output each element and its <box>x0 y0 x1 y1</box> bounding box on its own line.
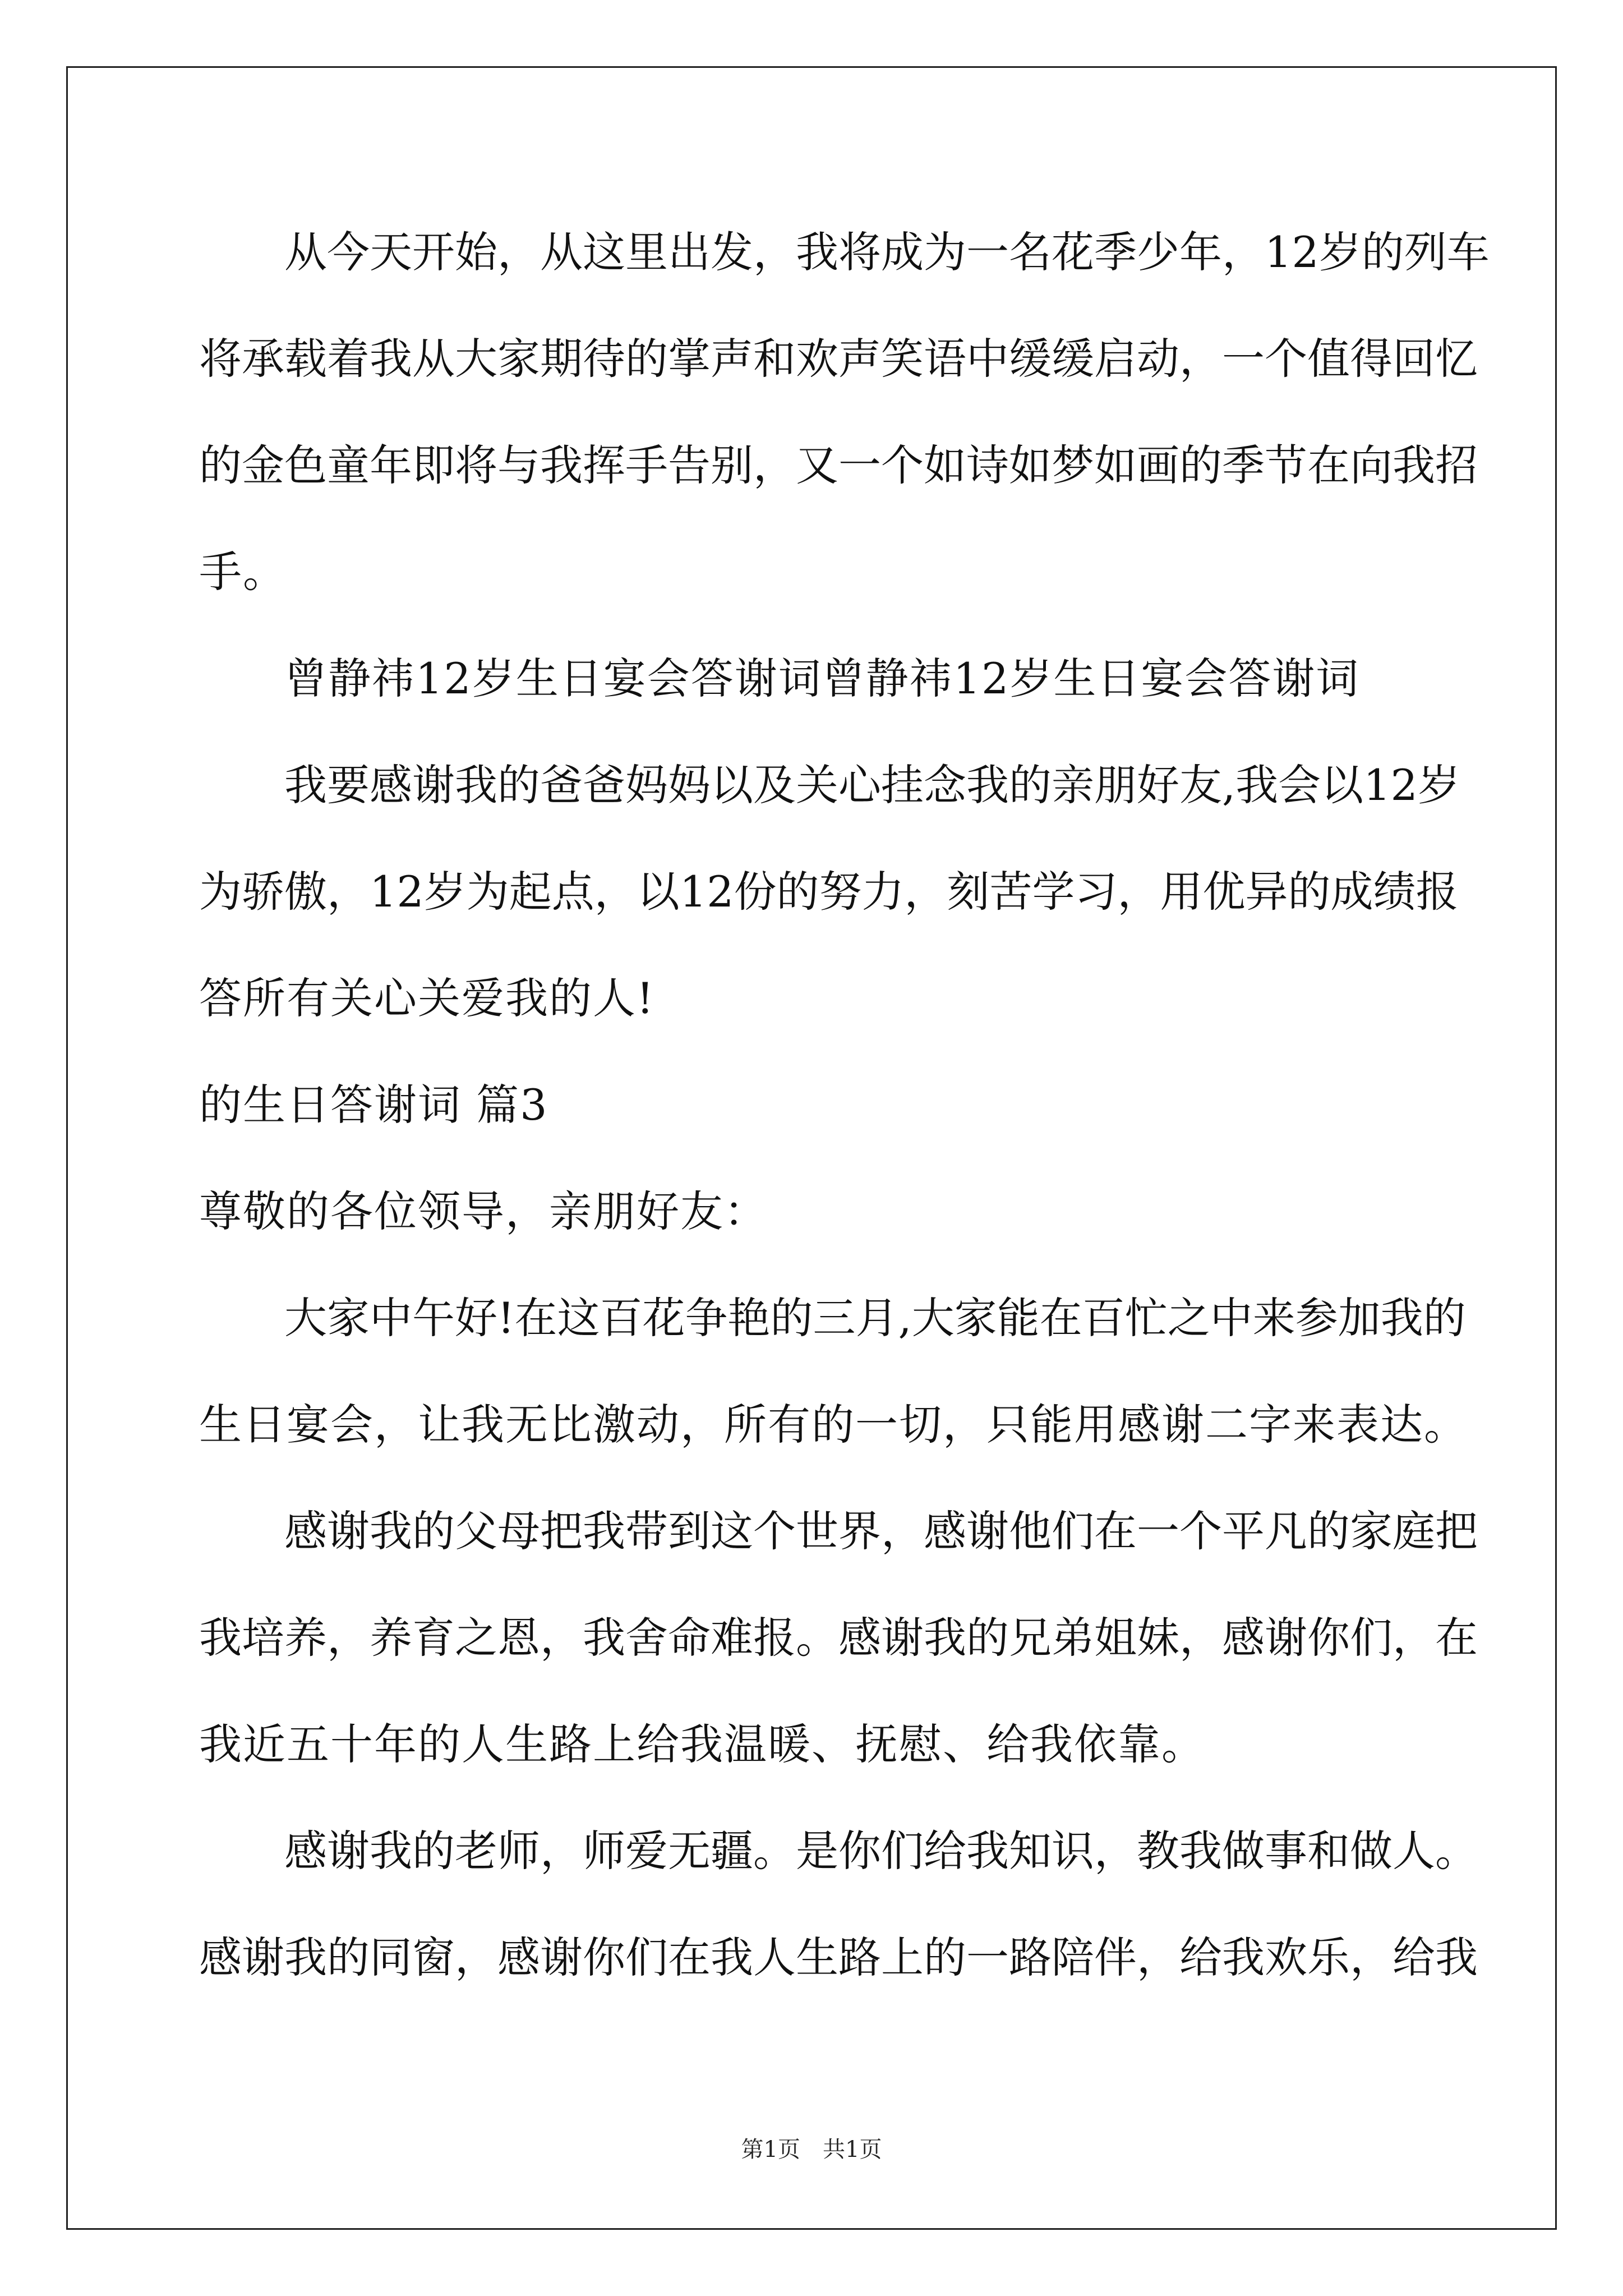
salutation: 尊敬的各位领导，亲朋好友： <box>199 1186 768 1236</box>
text-line: 感 谢 我 的 老 师 ， 师 爱 无 疆 。 是 你 们 给 我 知 识 ， 教 我 做 事 和 做 人 。 <box>284 1826 1478 1876</box>
text-line: 曾静祎12岁生日宴会答谢词曾静祎12岁生日宴会答谢词 <box>284 654 1360 703</box>
page-border <box>66 66 1557 2230</box>
text-line: 感 谢 我 的 同 窗 ， 感 谢 你 们 在 我 人 生 路 上 的 一 路 陪 伴 ， 给 我 欢 乐 ， 给 我 <box>199 1932 1478 1982</box>
text-line: 将 承 载 着 我 从 大 家 期 待 的 掌 声 和 欢 声 笑 语 中 缓 缓 启 动 ， 一 个 值 得 回 忆 <box>199 334 1478 384</box>
text-line: 为 骄 傲 ， 12 岁 为 起 点 ， 以 12 份 的 努 力 ， 刻 苦 学 习 ， 用 优 异 的 成 绩 报 <box>199 867 1459 917</box>
section-heading: 的生日答谢词 篇3 <box>199 1080 548 1130</box>
text-line: 答所有关心关爱我的人! <box>199 973 655 1023</box>
text-line: 的 金 色 童 年 即 将 与 我 挥 手 告 别 ， 又 一 个 如 诗 如 梦 如 画 的 季 节 在 向 我 招 <box>199 440 1478 490</box>
text-line: 我近五十年的人生路上给我温暖、抚慰、给我依靠。 <box>199 1719 1205 1769</box>
text-line: 我 培 养 ， 养 育 之 恩 ， 我 舍 命 难 报 。 感 谢 我 的 兄 弟 姐 妹 ， 感 谢 你 们 ， 在 <box>199 1613 1478 1663</box>
text-line: 从 今 天 开 始 ， 从 这 里 出 发 ， 我 将 成 为 一 名 花 季 少 年 ， 12 岁 的 列 车 <box>284 227 1490 277</box>
text-line: 我 要 感 谢 我 的 爸 爸 妈 妈 以 及 关 心 挂 念 我 的 亲 朋 好 友 , 我 会 以 12 岁 <box>284 760 1460 810</box>
page-footer: 第1页 共1页 <box>741 2137 882 2162</box>
text-line: 感 谢 我 的 父 母 把 我 带 到 这 个 世 界 ， 感 谢 他 们 在 一 个 平 凡 的 家 庭 把 <box>284 1506 1478 1556</box>
text-line: 手。 <box>199 547 287 597</box>
text-line: 生日宴会，让我无比激动，所有的一切，只能用感谢二字来表达。 <box>199 1400 1468 1450</box>
text-line: 大 家 中 午 好 ! 在 这 百 花 争 艳 的 三 月 , 大 家 能 在 百 忙 之 中 来 参 加 我 的 <box>284 1293 1466 1343</box>
